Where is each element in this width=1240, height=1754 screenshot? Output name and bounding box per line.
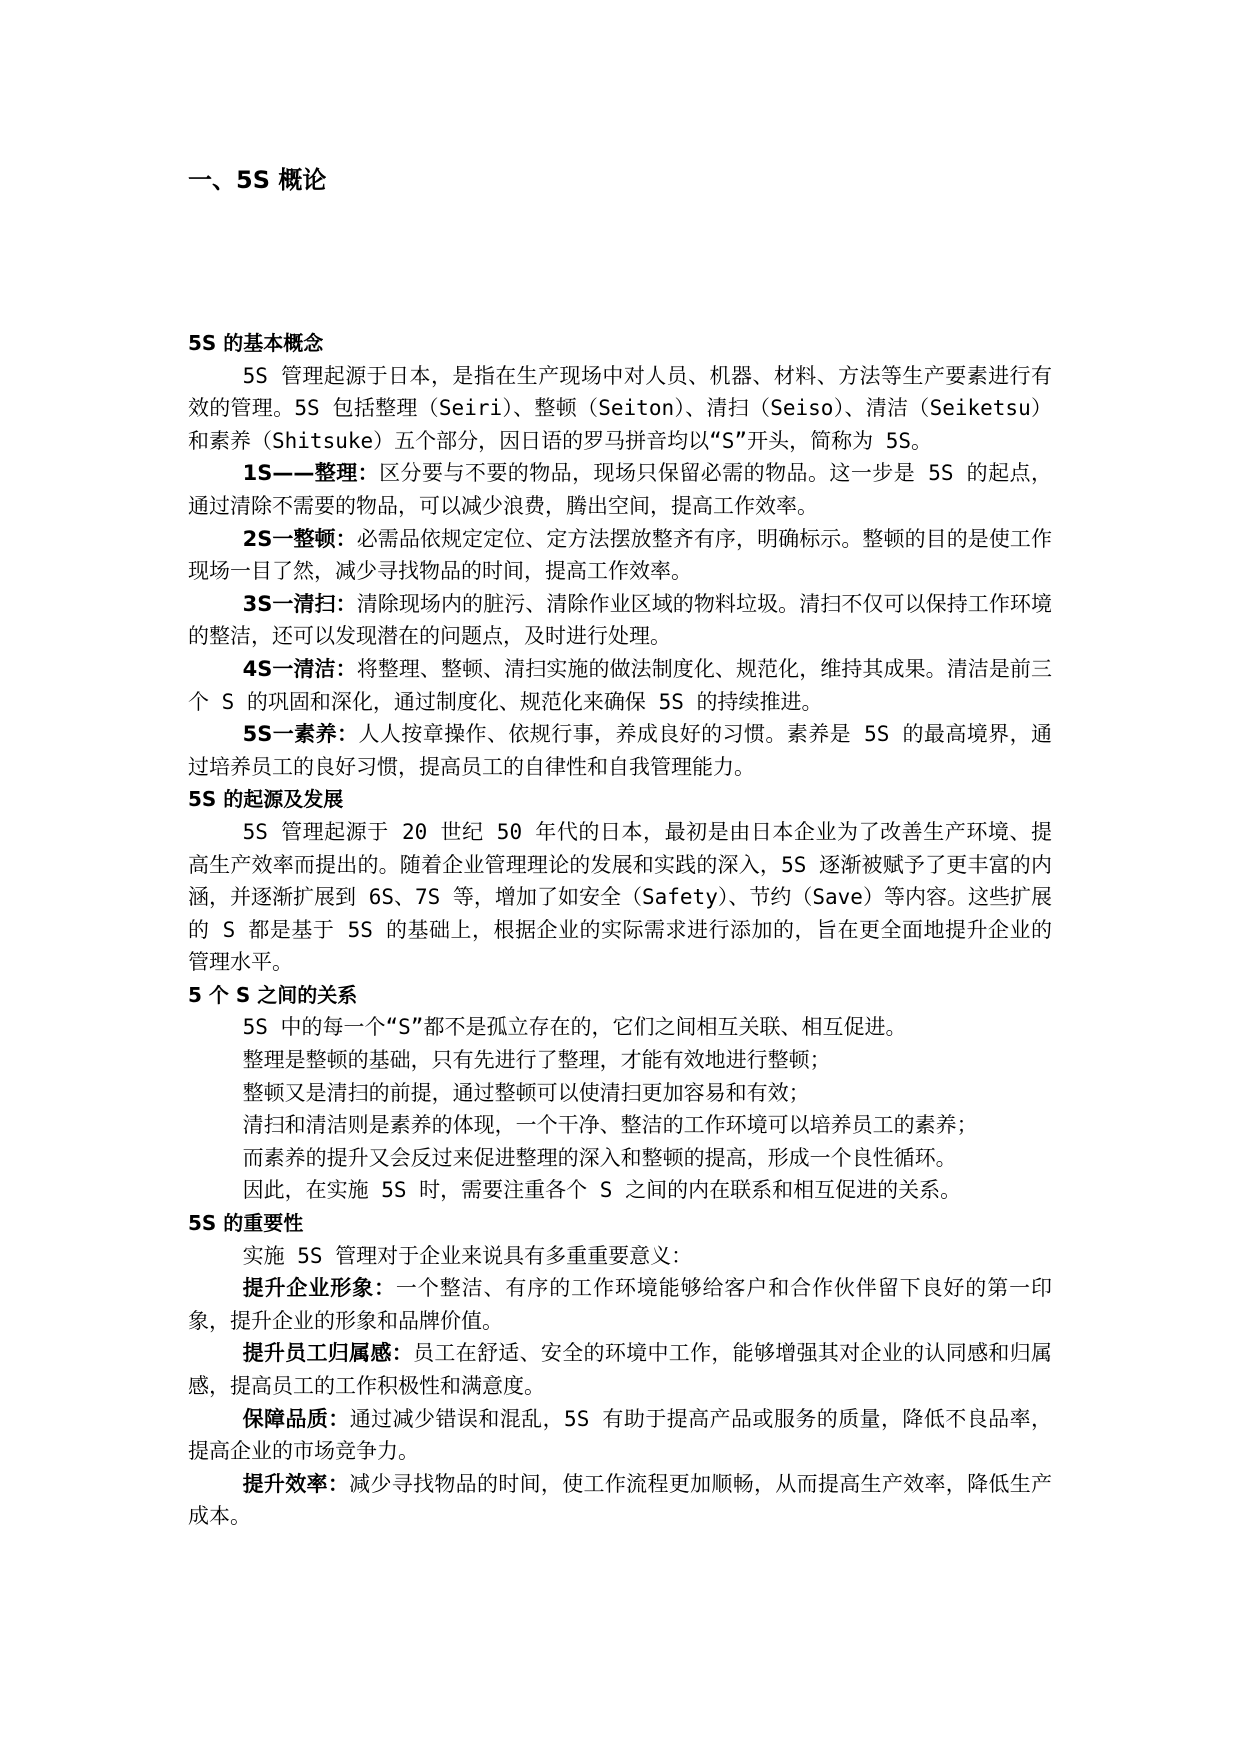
paragraph-text: 整理是整顿的基础，只有先进行了整理，才能有效地进行整顿； bbox=[242, 1048, 831, 1073]
document-title: 一、5S 概论 bbox=[188, 166, 327, 194]
paragraph-text: 清扫和清洁则是素养的体现，一个干净、整洁的工作环境可以培养员工的素养； bbox=[242, 1113, 978, 1138]
paragraph bbox=[188, 588, 1052, 653]
paragraph-term: 4S一清洁： bbox=[242, 656, 357, 681]
paragraph-term: 保障品质： bbox=[242, 1406, 350, 1431]
section-heading: 5 个 S 之间的关系 bbox=[188, 982, 358, 1007]
paragraph-term: 1S——整理： bbox=[242, 461, 380, 486]
section-heading: 5S 的重要性 bbox=[188, 1211, 304, 1236]
paragraph bbox=[188, 457, 1052, 522]
paragraph-term: 3S一清扫： bbox=[242, 591, 357, 616]
paragraph bbox=[188, 360, 1052, 458]
paragraph-text: 因此，在实施 5S 时，需要注重各个 S 之间的内在联系和相互促进的关系。 bbox=[242, 1178, 962, 1203]
paragraph bbox=[188, 816, 1052, 979]
paragraph-text: 人人按章操作、依规行事，养成良好的习惯。素养是 5S 的最高境界，通过培养员工的良好习惯，提高员工的自律性和自我管理能力。 bbox=[188, 722, 1052, 779]
paragraph bbox=[188, 1240, 1052, 1273]
document-body bbox=[188, 327, 1052, 1533]
paragraph-term: 2S一整顿： bbox=[242, 526, 357, 551]
paragraph bbox=[188, 1337, 1052, 1402]
paragraph-text: 实施 5S 管理对于企业来说具有多重重要意义： bbox=[242, 1243, 693, 1268]
paragraph-text: 一个整洁、有序的工作环境能够给客户和合作伙伴留下良好的第一印象，提升企业的形象和品牌价值。 bbox=[188, 1276, 1053, 1333]
paragraph-text: 5S 中的每一个“S”都不是孤立存在的，它们之间相互关联、相互促进。 bbox=[242, 1015, 907, 1040]
paragraph bbox=[188, 1011, 1052, 1044]
paragraph bbox=[188, 1109, 1052, 1142]
paragraph bbox=[188, 523, 1052, 588]
paragraph-text: 区分要与不要的物品，现场只保留必需的物品。这一步是 5S 的起点，通过清除不需要的物品，可以减少浪费，腾出空间，提高工作效率。 bbox=[188, 461, 1052, 518]
paragraph bbox=[188, 1272, 1052, 1337]
paragraph-term: 5S一素养： bbox=[242, 722, 359, 747]
paragraph-text: 必需品依规定定位、定方法摆放整齐有序，明确标示。整顿的目的是使工作现场一目了然，减少寻找物品的时间，提高工作效率。 bbox=[188, 526, 1052, 584]
paragraph bbox=[188, 1174, 1052, 1207]
paragraph-text: 清除现场内的脏污、清除作业区域的物料垃圾。清扫不仅可以保持工作环境的整洁，还可以发现潜在的问题点，及时进行处理。 bbox=[188, 591, 1052, 649]
paragraph-text: 减少寻找物品的时间，使工作流程更加顺畅，从而提高生产效率，降低生产成本。 bbox=[188, 1471, 1053, 1529]
paragraph bbox=[188, 1403, 1052, 1468]
paragraph-text: 将整理、整顿、清扫实施的做法制度化、规范化，维持其成果。清洁是前三个 S 的巩固和深化，通过制度化、规范化来确保 5S 的持续推进。 bbox=[188, 656, 1052, 714]
paragraph-term: 提升企业形象： bbox=[242, 1276, 396, 1301]
paragraph bbox=[188, 1077, 1052, 1110]
paragraph-term: 提升效率： bbox=[242, 1471, 350, 1496]
paragraph bbox=[188, 1468, 1052, 1533]
paragraph-text: 通过减少错误和混乱，5S 有助于提高产品或服务的质量，降低不良品率，提高企业的市场竞争力。 bbox=[188, 1406, 1052, 1464]
paragraph-term: 提升员工归属感： bbox=[242, 1341, 414, 1366]
paragraph-text: 整顿又是清扫的前提，通过整顿可以使清扫更加容易和有效； bbox=[242, 1080, 810, 1105]
paragraph bbox=[188, 653, 1052, 718]
paragraph bbox=[188, 718, 1052, 783]
paragraph bbox=[188, 1044, 1052, 1077]
section-heading: 5S 的起源及发展 bbox=[188, 787, 344, 812]
paragraph-text: 5S 管理起源于 20 世纪 50 年代的日本，最初是由日本企业为了改善生产环境、提高生产效率而提出的。随着企业管理理论的发展和实践的深入，5S 逐渐被赋予了更丰富的内涵，并逐渐扩展到 6S、7S 等，增加了如安全（Safety）、节约（Save）等内容。这些扩展的 S 都是基于 5S 的基础上，根据企业的实际需求进行添加的，旨在更全面地提升企业的管理水平。 bbox=[188, 819, 1052, 975]
paragraph-text: 5S 管理起源于日本，是指在生产现场中对人员、机器、材料、方法等生产要素进行有效的管理。5S 包括整理（Seiri）、整顿（Seiton）、清扫（Seiso）、清洁（Seiketsu）和素养（Shitsuke）五个部分，因日语的罗马拼音均以“S”开头，简称为 5S。 bbox=[188, 363, 1052, 453]
paragraph-text: 而素养的提升又会反过来促进整理的深入和整顿的提高，形成一个良性循环。 bbox=[242, 1145, 957, 1170]
paragraph bbox=[188, 1142, 1052, 1175]
paragraph-text: 员工在舒适、安全的环境中工作，能够增强其对企业的认同感和归属感，提高员工的工作积极性和满意度。 bbox=[188, 1341, 1052, 1398]
section-heading: 5S 的基本概念 bbox=[188, 331, 324, 355]
